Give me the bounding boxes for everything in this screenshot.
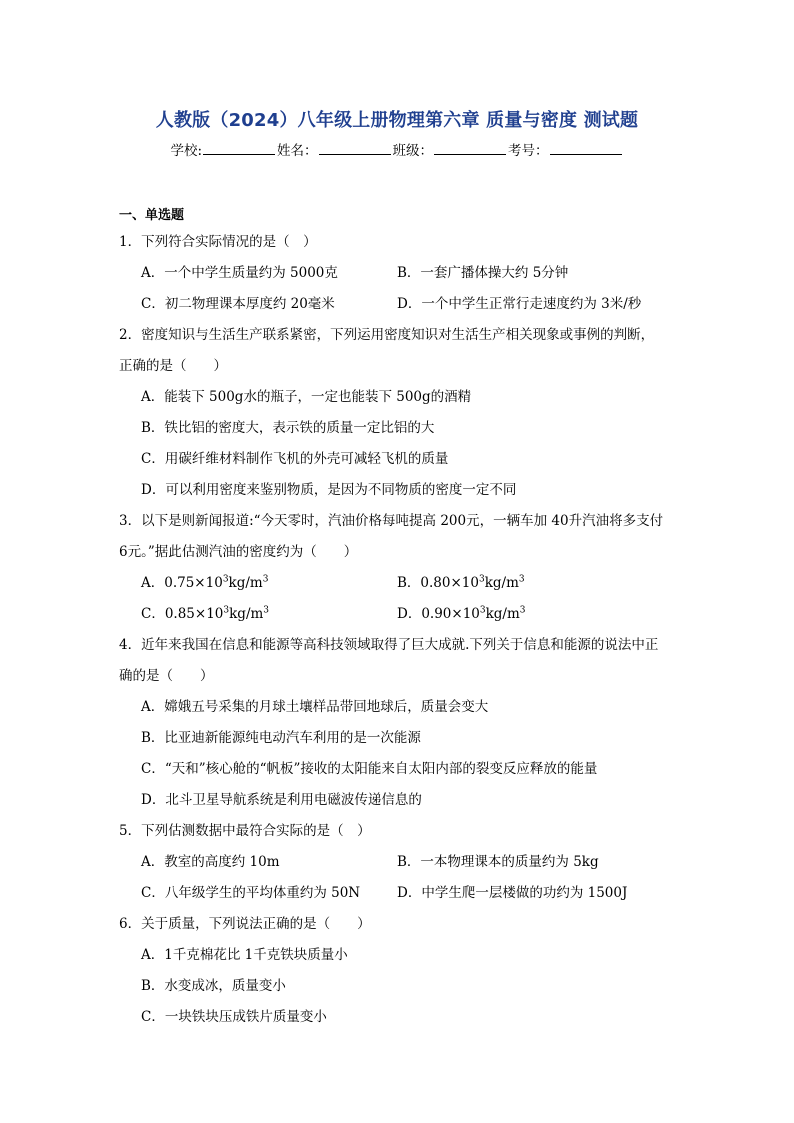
exam-no-label: 考号：: [508, 143, 549, 159]
question-option: C．用碳纤维材料制作飞机的外壳可减轻飞机的质量: [141, 451, 449, 467]
unit-exponent: 3: [262, 574, 269, 585]
section-heading: 一、单选题: [119, 208, 185, 223]
question-option: B．比亚迪新能源纯电动汽车利用的是一次能源: [141, 730, 421, 746]
question-option: [397, 571, 525, 591]
question-stem: 2．密度知识与生活生产联系紧密，下列运用密度知识对生活生产相关现象或事例的判断，: [119, 327, 655, 343]
question-option: C．初二物理课本厚度约 20毫米: [141, 296, 335, 312]
question-stem-continued: 6元。”据此估测汽油的密度约为（ ）: [119, 544, 358, 560]
question-stem: 5．下列估测数据中最符合实际的是（ ）: [119, 823, 371, 839]
question-option: B．一本物理课本的质量约为 5kg: [397, 854, 599, 870]
exponent: 3: [479, 605, 486, 616]
question-option: B．铁比铝的密度大，表示铁的质量一定比铝的大: [141, 420, 435, 436]
question-option: A．1千克棉花比 1千克铁块质量小: [141, 947, 348, 963]
class-blank: [434, 140, 506, 155]
name-blank: [319, 140, 391, 155]
question-option: [141, 571, 268, 591]
question-option: A．嫦娥五号采集的月球土壤样品带回地球后，质量会变大: [141, 699, 489, 715]
question-option: [397, 602, 526, 622]
unit-exponent: 3: [263, 605, 270, 616]
exponent: 3: [222, 574, 229, 585]
question-option: C．八年级学生的平均体重约为 50N: [141, 885, 361, 901]
option-value: A．0.75×10: [141, 575, 223, 591]
unit-exponent: 3: [518, 574, 525, 585]
option-unit: kg/m: [485, 606, 520, 622]
option-value: D．0.90×10: [397, 606, 480, 622]
option-value: B．0.80×10: [397, 575, 479, 591]
question-option: A．教室的高度约 10m: [141, 854, 280, 870]
option-value: C．0.85×10: [141, 606, 224, 622]
option-unit: kg/m: [229, 606, 264, 622]
question-stem: 3．以下是则新闻报道:“今天零时，汽油价格每吨提高 200元，一辆车加 40升汽油将多支付: [119, 513, 664, 529]
question-option: C．一块铁块压成铁片质量变小: [141, 1009, 327, 1025]
class-label: 班级：: [392, 143, 434, 159]
unit-exponent: 3: [519, 605, 526, 616]
question-option: A．能装下 500g水的瓶子，一定也能装下 500g的酒精: [141, 389, 472, 405]
school-blank: [203, 140, 275, 155]
student-info-line: [0, 139, 794, 159]
exponent: 3: [478, 574, 485, 585]
option-unit: kg/m: [484, 575, 519, 591]
question-option: D．北斗卫星导航系统是利用电磁波传递信息的: [141, 792, 422, 808]
document-title: 人教版（2024）八年级上册物理第六章 质量与密度 测试题: [155, 110, 639, 131]
name-label: 姓名：: [277, 143, 318, 159]
question-stem: 6．关于质量，下列说法正确的是（ ）: [119, 916, 371, 932]
question-option: D．中学生爬一层楼做的功约为 1500J: [397, 885, 628, 901]
question-option: A．一个中学生质量约为 5000克: [141, 265, 338, 281]
question-option: B．水变成冰，质量变小: [141, 978, 286, 994]
school-label: 学校:: [170, 143, 203, 159]
question-option: D．一个中学生正常行走速度约为 3米/秒: [397, 296, 642, 312]
question-option: D．可以利用密度来鉴别物质，是因为不同物质的密度一定不同: [141, 482, 517, 498]
exponent: 3: [223, 605, 230, 616]
question-option: B．一套广播体操大约 5分钟: [397, 265, 569, 281]
question-option: C．“天和”核心舱的“帆板”接收的太阳能来自太阳内部的裂变反应释放的能量: [141, 761, 598, 777]
option-unit: kg/m: [228, 575, 263, 591]
question-stem: 4．近年来我国在信息和能源等高科技领域取得了巨大成就.下列关于信息和能源的说法中正: [119, 637, 659, 653]
question-option: [141, 602, 269, 622]
question-stem: 1．下列符合实际情况的是（ ）: [119, 234, 317, 250]
exam-no-blank: [550, 140, 622, 155]
question-stem-continued: 正确的是（ ）: [119, 358, 227, 374]
question-stem-continued: 确的是（ ）: [119, 668, 214, 684]
